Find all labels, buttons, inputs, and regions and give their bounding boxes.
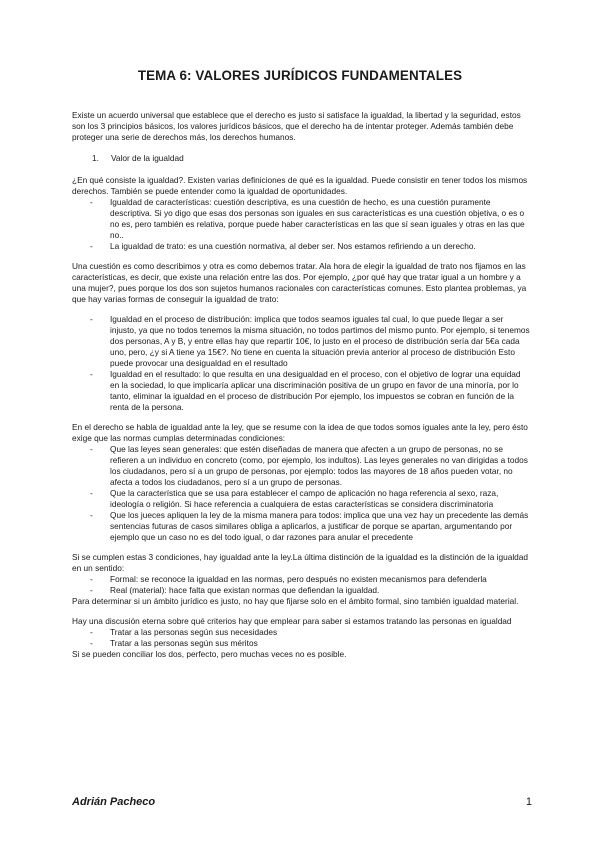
paragraph: Hay una discusión eterna sobre qué criterios hay que emplear para saber si estamos tratando las personas en igualdad bbox=[72, 616, 512, 626]
list-item: - Igualdad en el resultado: lo que resulta en una desigualdad en el proceso, con el objetivo de lograr una equidad en la sociedad, lo que implicaría aplicar una discriminación positiva de un grupo en favor de una minoría, por lo tanto, eliminar la igualdad en el proceso de distribución Por ejemplo, los impuestos se cobran en función de la renta de la persona. bbox=[90, 369, 521, 412]
paragraph: ¿En qué consiste la igualdad?. Existen varias definiciones de qué es la igualdad. Puede consistir en tener todos los mismos derechos. También se puede entender como la igualdad de oportunidades. bbox=[72, 175, 528, 196]
paragraph: Si se cumplen estas 3 condiciones, hay igualdad ante la ley.La última distinción de la igualdad es la distinción de la igualdad en un sentido: bbox=[72, 552, 529, 573]
list-item: - Que los jueces apliquen la ley de la misma manera para todos: implica que una vez hay un precedente las demás sentencias futuras de casos similares obliga a aplicarlos, a justificar de porque se apartan, argumentando por ejemplo que un caso no es del todo igual, o dar razones para anular el precedente bbox=[90, 510, 529, 542]
paragraph: Una cuestión es como describimos y otra es como debemos tratar. Ala hora de elegir la igualdad de trato nos fijamos en las características, es decir, que existe una relación entre las dos. Por ejemplo, ¿por qué hay que tratar igual a un hombre y a una mujer?, pues porque los dos son sujetos humanos racionales con características comunes. Esto plantea problemas, ya que hay varias formas de conseguir la igualdad de trato: bbox=[72, 261, 527, 304]
section-number: 1. bbox=[92, 153, 99, 163]
document-body bbox=[72, 110, 530, 660]
page-title: TEMA 6: VALORES JURÍDICOS FUNDAMENTALES bbox=[137, 68, 463, 83]
footer-author: Adrián Pacheco bbox=[72, 796, 156, 808]
bullet-list bbox=[72, 627, 530, 649]
list-item: - Igualdad de características: cuestión descriptiva, es una cuestión de hecho, es una cuestión puramente descriptiva. Si yo digo que esas dos personas son iguales en sus características es una cuestión objetiva, o es o no es, pero también es relativa, porque puede haber características en las que sí sean iguales y otras en las que no.. bbox=[90, 197, 525, 240]
list-item: - La igualdad de trato: es una cuestión normativa, al deber ser. Nos estamos refiriendo a un derecho. bbox=[90, 241, 476, 251]
list-item: - Real (material): hace falta que existan normas que defiendan la igualdad. bbox=[90, 585, 380, 595]
list-item: - Que la característica que se usa para establecer el campo de aplicación no haga referencia al sexo, raza, ideología o religión. Si hace referencia a cualquiera de estas características se considera discriminatoria bbox=[90, 488, 499, 509]
page-number: 1 bbox=[525, 796, 532, 808]
list-item: - Igualdad en el proceso de distribución: implica que todos seamos iguales tal cual, lo que puede llegar a ser injusto, ya que no todos tenemos la misma situación, no todos partimos del mismo punto. Por ejemplo, si tenemos dos personas, A y B, y entre ellas hay que repartir 10€, lo justo en el proceso de distribución sería dar 5€a cada uno, pero, ¿y si A tiene ya 15€?. No tiene en cuenta la situación previa anterior al proceso de distribución Esto puede provocar una desigualdad en el resultado bbox=[90, 314, 530, 368]
list-item: - Tratar a las personas según sus méritos bbox=[90, 638, 258, 648]
section-title: Valor de la igualdad bbox=[111, 153, 184, 163]
bullet-list bbox=[72, 574, 530, 596]
bullet-list bbox=[72, 444, 530, 543]
list-item: - Que las leyes sean generales: que estén diseñadas de manera que afecten a un grupo de personas, no se refieren a un individuo en concreto (como, por ejemplo, los indultos). Las leyes generales no van dirigidas a todos los ciudadanos, pero sí a un grupo de personas, por ejemplo: todos las mayores de 18 años pueden votar, no afecta a todos los ciudadanos, pero sí a un grupo de personas. bbox=[90, 444, 528, 487]
bullet-list bbox=[72, 197, 530, 252]
list-item: - Formal: se reconoce la igualdad en las normas, pero después no existen mecanismos para defenderla bbox=[90, 574, 487, 584]
paragraph: Para determinar si un ámbito jurídico es justo, no hay que fijarse solo en el ámbito formal, sino también igualdad material. bbox=[72, 596, 519, 606]
list-item: - Tratar a las personas según sus necesidades bbox=[90, 627, 278, 637]
section-heading bbox=[92, 153, 530, 164]
bullet-list bbox=[72, 314, 530, 413]
paragraph: En el derecho se habla de igualdad ante la ley, que se resume con la idea de que todos somos iguales ante la ley, pero ésto exige que las normas cumplas determinadas condiciones: bbox=[72, 422, 528, 443]
intro-paragraph: Existe un acuerdo universal que establece que el derecho es justo si satisface la igualdad, la libertad y la seguridad, estos son los 3 principios básicos, los valores jurídicos básicos, que el derecho ha de intentar proteger. Además también debe proteger una serie de derechos más, los derechos humanos. bbox=[72, 110, 521, 142]
paragraph: Si se pueden conciliar los dos, perfecto, pero muchas veces no es posible. bbox=[72, 649, 347, 659]
